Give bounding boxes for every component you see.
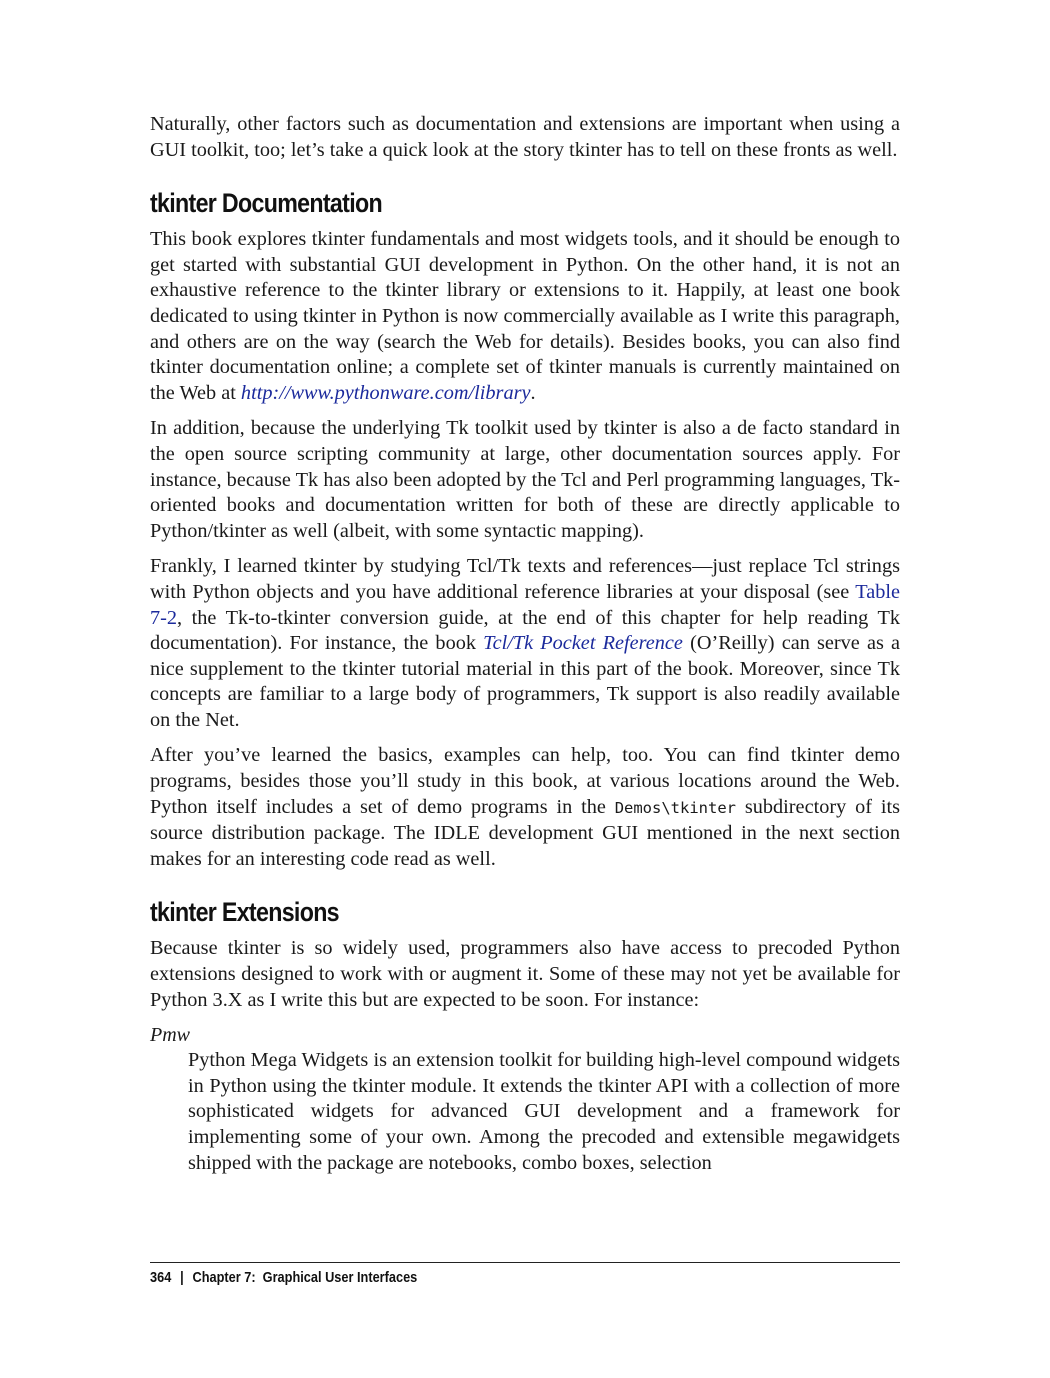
tcl-tk-pocket-reference-link[interactable]: Tcl/Tk Pocket Reference <box>483 632 683 655</box>
docs-paragraph-3 <box>150 554 900 733</box>
intro-paragraph: Naturally, other factors such as documentation and extensions are important when using a GUI toolkit, too; let’s take a quick look at the story tkinter has to tell on these fronts as well. <box>150 113 900 161</box>
docs-paragraph-3-part-a: Frankly, I learned tkinter by studying Tcl/Tk texts and references—just replace Tcl strings with Python objects and you have additional reference libraries at your disposal (see <box>150 555 900 603</box>
docs-paragraph-4-part-a: After you’ve learned the basics, examples can help, too. You can find tkinter demo programs, besides those you’ll study in this book, at various locations around the Web. Python itself includes a set of demo programs in the <box>150 744 900 818</box>
chapter-title: Chapter 7: Graphical User Interfaces <box>192 1270 418 1286</box>
docs-paragraph-3-part-c: (O’Reilly) can serve as a nice supplement to the tkinter tutorial material in this part of the book. Moreover, since Tk concepts are familiar to a large body of programmers, Tk support is also readily available on the Net. <box>150 632 900 731</box>
page-footer <box>150 1270 417 1286</box>
term-pmw-description: Python Mega Widgets is an extension toolkit for building high-level compound widgets in Python using the tkinter module. It extends the tkinter API with a collection of more sophisticated widgets for advanced GUI development and a framework for implementing some of your own. Among the precoded and extensible megawidgets shipped with the package are notebooks, combo boxes, selection <box>188 1049 900 1174</box>
section-heading-documentation: tkinter Documentation <box>150 188 382 219</box>
docs-paragraph-4 <box>150 743 900 872</box>
pythonware-library-link[interactable]: http://www.pythonware.com/library <box>240 381 531 404</box>
demos-tkinter-code: Demos\tkinter <box>614 798 737 817</box>
section-heading-extensions: tkinter Extensions <box>150 897 339 928</box>
docs-paragraph-2: In addition, because the underlying Tk toolkit used by tkinter is also a de facto standard in the open source scripting community at large, other documentation sources apply. For instance, because Tk has also been adopted by the Tcl and Perl programming languages, Tk-oriented books and documentation written for both of these are directly applicable to Python/tkinter as well (albeit, with some syntactic mapping). <box>150 417 900 542</box>
footer-separator: | <box>180 1270 184 1286</box>
page-number: 364 <box>150 1270 172 1286</box>
docs-paragraph-4-part-b: subdirectory of its source distribution package. The IDLE development GUI mentioned in the next section makes for an interesting code read as well. <box>150 795 900 870</box>
docs-paragraph-3-part-b: , the Tk-to-tkinter conversion guide, at the end of this chapter for help reading Tk documentation). For instance, the book <box>150 606 900 655</box>
table-7-2-link[interactable]: Table 7-2 <box>150 580 900 629</box>
page-body <box>150 112 900 1186</box>
docs-paragraph-1 <box>150 227 900 406</box>
footer-divider <box>150 1262 900 1263</box>
ext-paragraph-1: Because tkinter is so widely used, programmers also have access to precoded Python extensions designed to work with or augment it. Some of these may not yet be available for Python 3.X as I write this but are expected to be soon. For instance: <box>150 937 900 1011</box>
docs-paragraph-1-text: This book explores tkinter fundamentals and most widgets tools, and it should be enough to get started with substantial GUI development in Python. On the other hand, it is not an exhaustive reference to the tkinter library or extensions to it. Happily, at least one book dedicated to using tkinter in Python is now commercially available as I write this paragraph, and others are on the way (search the Web for details). Besides books, you can also find tkinter documentation online; a complete set of tkinter manuals is currently maintained on the Web at <box>150 228 900 404</box>
docs-paragraph-1-end: . <box>530 381 536 404</box>
term-pmw: Pmw <box>150 1024 190 1047</box>
